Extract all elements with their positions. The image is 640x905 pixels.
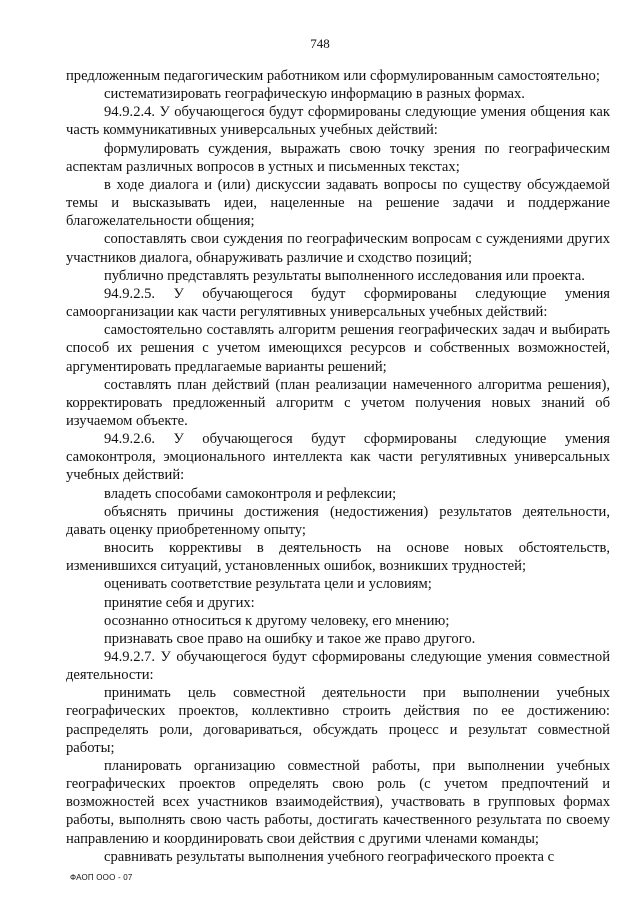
paragraph: объяснять причины достижения (недостижения) результатов деятельности, давать оценку приобретенному опыту; [66,503,610,538]
paragraph: предложенным педагогическим работником или сформулированным самостоятельно; [66,68,600,84]
paragraph: признавать свое право на ошибку и такое же право другого. [104,630,476,647]
paragraph: планировать организацию совместной работы, при выполнении учебных географических проектов определять свою роль (с учетом предпочтений и возможностей всех участников взаимодействия), участвовать в групповых формах работы, выполнять свою часть работы, достигать качественного результата по своему направлению и координировать свои действия с другими членами команды; [66,757,610,847]
paragraph: 94.9.2.7. У обучающегося будут сформированы следующие умения совместной деятельности: [66,649,610,684]
paragraph: владеть способами самоконтроля и рефлексии; [104,485,397,502]
paragraph: сопоставлять свои суждения по географическим вопросам с суждениями других участников диалога, обнаруживать различие и сходство позиций; [66,231,610,266]
paragraph: оценивать соответствие результата цели и условиям; [104,576,432,593]
paragraph: осознанно относиться к другому человеку, его мнению; [104,612,450,629]
paragraph: составлять план действий (план реализации намеченного алгоритма решения), корректировать предложенный алгоритм с учетом получения новых знаний об изучаемом объекте. [66,376,610,429]
paragraph: систематизировать географическую информацию в разных формах. [104,86,525,103]
paragraph: 94.9.2.5. У обучающегося будут сформированы следующие умения самоорганизации как части регулятивных универсальных учебных действий: [66,285,610,321]
body-text [66,67,610,866]
footer-code: ФАОП ООО - 07 [70,873,133,882]
paragraph: публично представлять результаты выполненного исследования или проекта. [104,267,585,284]
paragraph: сравнивать результаты выполнения учебного географического проекта с [104,848,555,865]
page-number: 748 [310,36,330,51]
paragraph: формулировать суждения, выражать свою точку зрения по географическим аспектам различных вопросов в устных и письменных текстах; [66,140,610,175]
paragraph: 94.9.2.4. У обучающегося будут сформированы следующие умения общения как часть коммуникативных универсальных учебных действий: [66,104,610,139]
paragraph: принятие себя и других: [104,594,255,611]
paragraph: самостоятельно составлять алгоритм решения географических задач и выбирать способ их решения с учетом имеющихся ресурсов и собственных возможностей, аргументировать предлагаемые варианты решений; [66,322,610,375]
paragraph: принимать цель совместной деятельности при выполнении учебных географических проектов, коллективно строить действия по ее достижению: распределять роли, договариваться, обсуждать процесс и результат совместной работы; [66,685,610,756]
paragraph: в ходе диалога и (или) дискуссии задавать вопросы по существу обсуждаемой темы и высказывать идеи, нацеленные на решение задачи и поддержание благожелательности общения; [66,176,610,230]
paragraph: 94.9.2.6. У обучающегося будут сформированы следующие умения самоконтроля, эмоционального интеллекта как части регулятивных универсальных учебных действий: [66,431,610,484]
paragraph: вносить коррективы в деятельность на основе новых обстоятельств, изменившихся ситуаций, установленных ошибок, возникших трудностей; [66,540,610,575]
